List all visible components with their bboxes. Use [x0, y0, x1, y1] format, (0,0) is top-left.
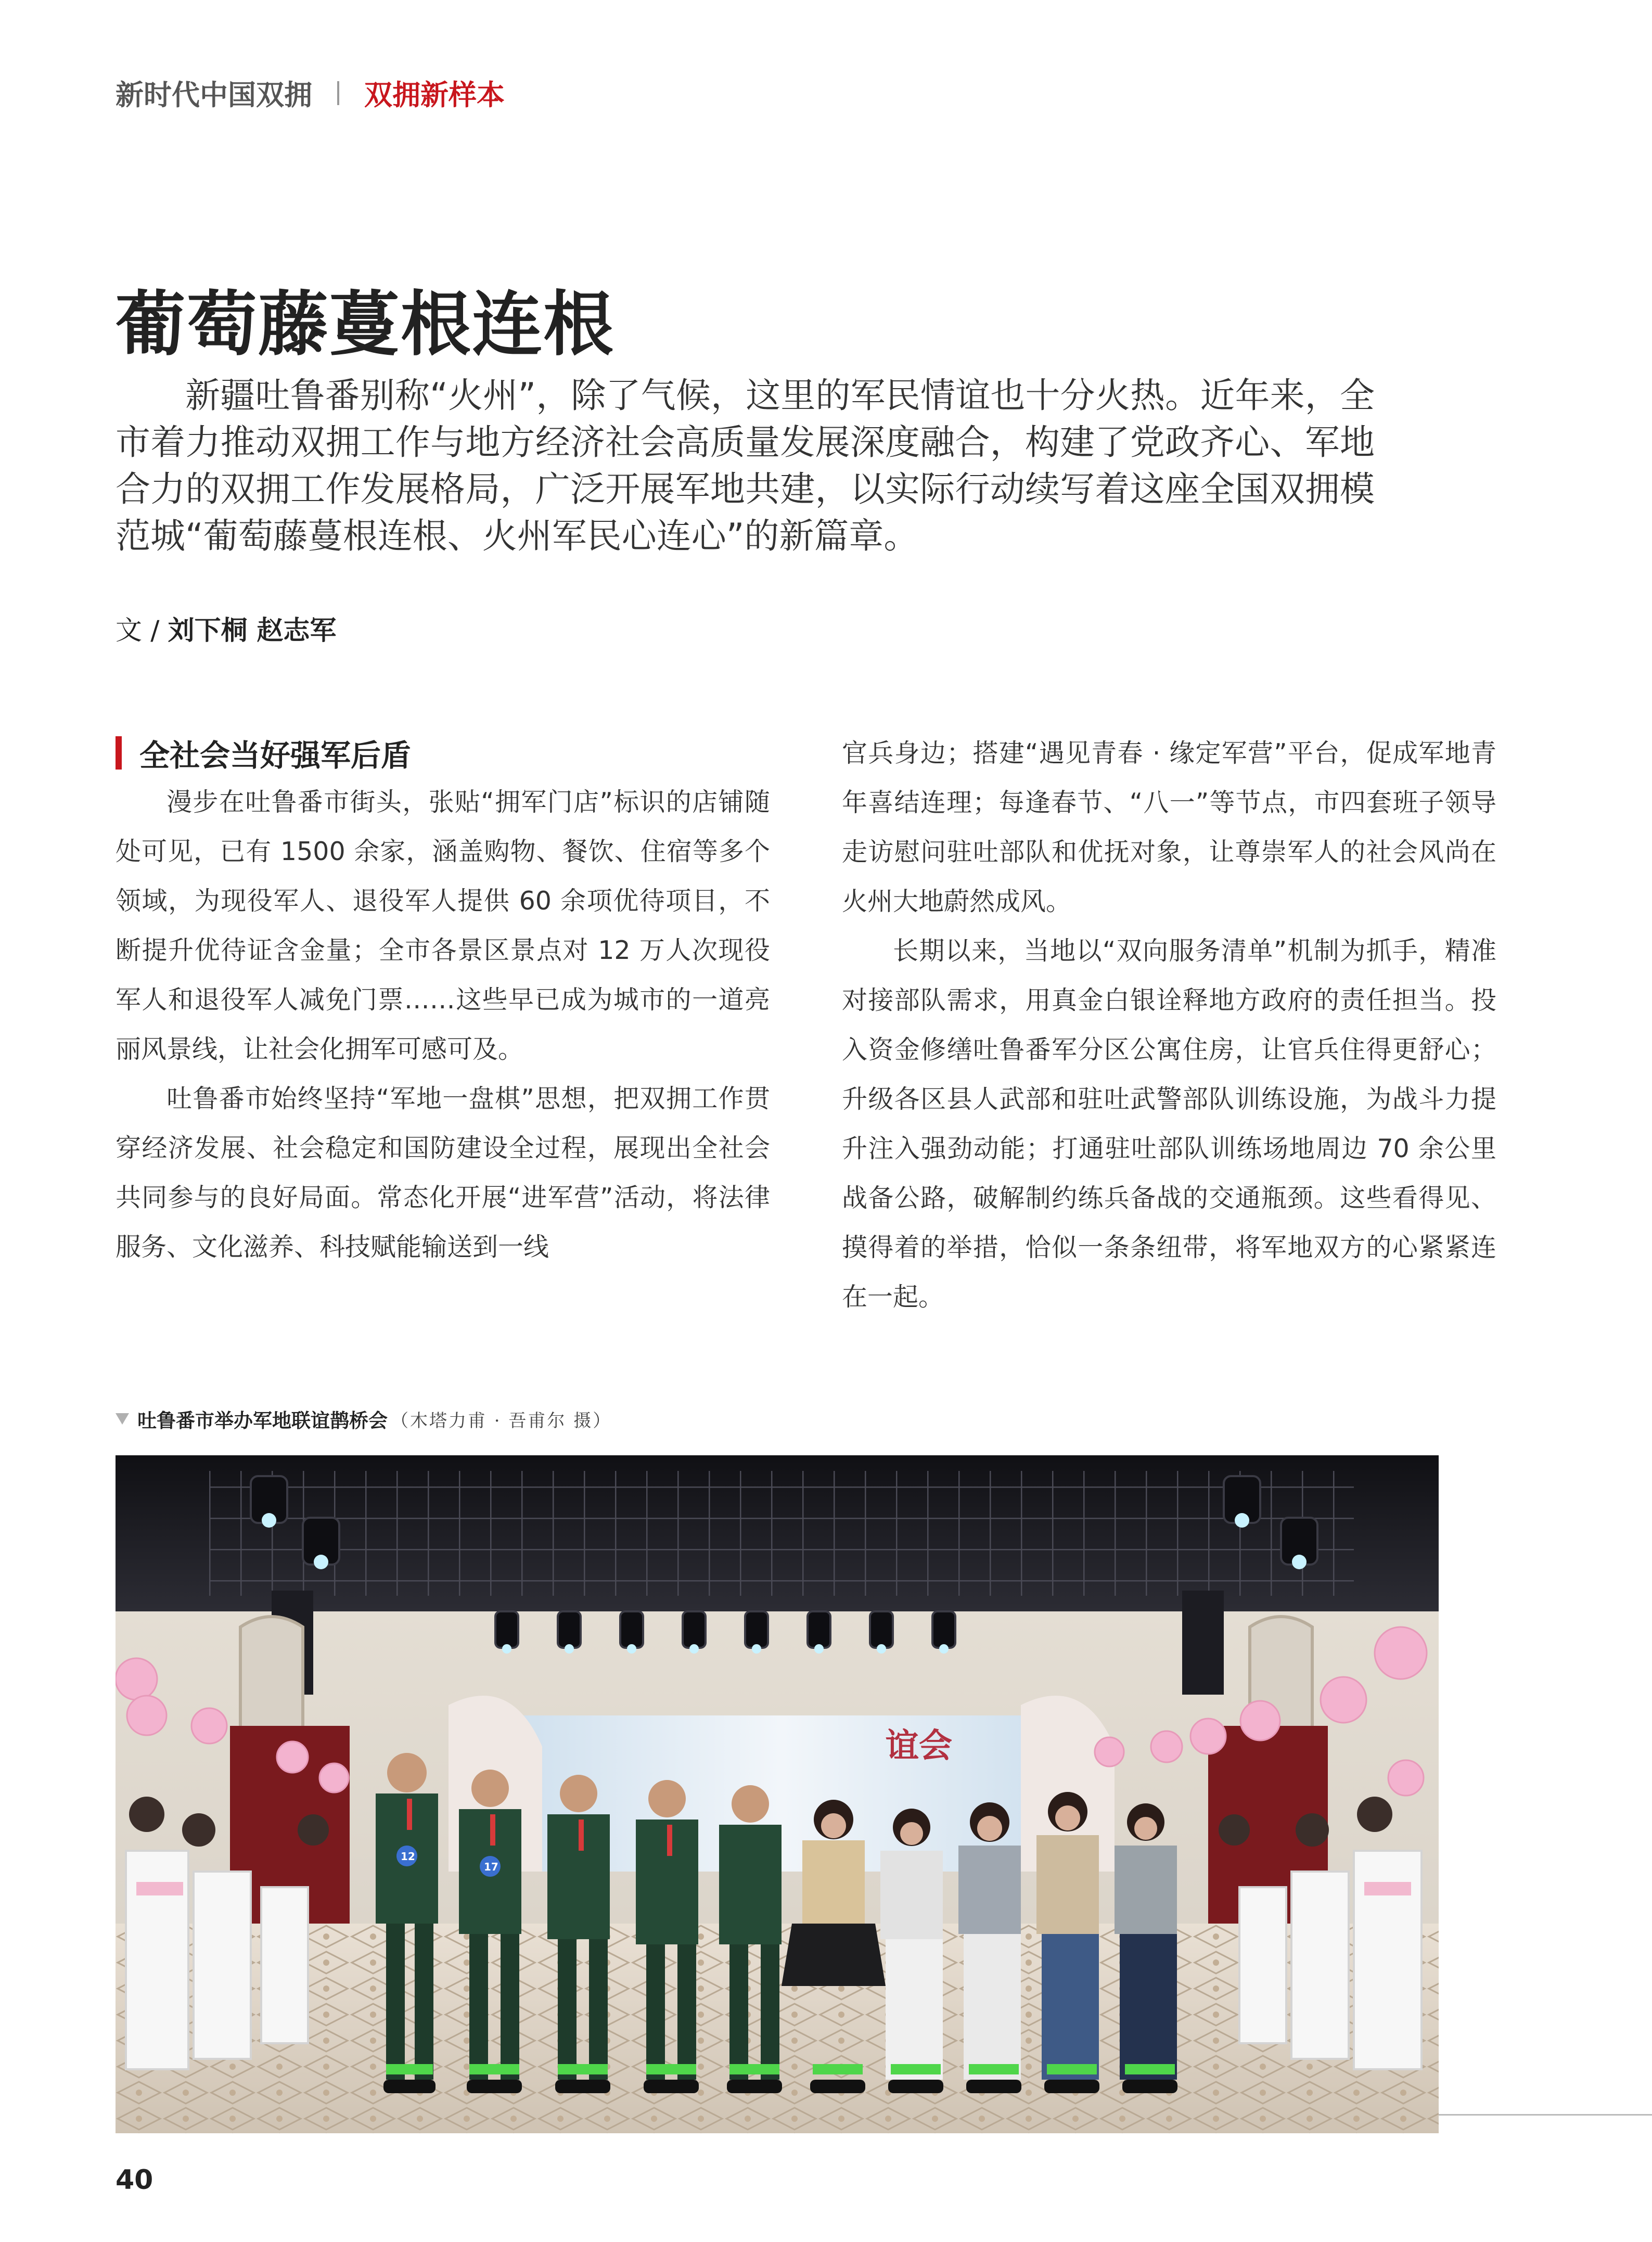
- left-body: [116, 777, 770, 1272]
- event-photo: [116, 1455, 1439, 2133]
- article-title: 葡萄藤蔓根连根: [116, 283, 614, 365]
- paragraph: 漫步在吐鲁番市街头，张贴“拥军门店”标识的店铺随处可见，已有 1500 余家，涵盖购物、餐饮、住宿等多个领域，为现役军人、退役军人提供 60 余项优待项目，不断提升优待证含金量；全市各景区景点对 12 万人次现役军人和退役军人减免门票……这些早已成为城市的一道亮丽风景线，让社会化拥军可感可及。: [116, 787, 770, 1064]
- left-column: [116, 728, 770, 1272]
- photo-caption: [116, 1405, 612, 1433]
- caption-text: 吐鲁番市举办军地联谊鹊桥会: [137, 1410, 388, 1432]
- paragraph: 吐鲁番市始终坚持“军地一盘棋”思想，把双拥工作贯穿经济发展、社会稳定和国防建设全过程，展现出全社会共同参与的良好局面。常态化开展“进军营”活动，将法律服务、文化滋养、科技赋能输送到一线: [116, 1084, 770, 1262]
- paragraph: 官兵身边；搭建“遇见青春 · 缘定军营”平台，促成军地青年喜结连理；每逢春节、“八一”等节点，市四套班子领导走访慰问驻吐部队和优抚对象，让尊崇军人的社会风尚在火州大地蔚然成风。: [842, 738, 1496, 916]
- event-photo-illustration: [116, 1455, 1439, 2133]
- lead-paragraph: 新疆吐鲁番别称“火州”，除了气候，这里的军民情谊也十分火热。近年来，全市着力推动双拥工作与地方经济社会高质量发展深度融合，构建了党政齐心、军地合力的双拥工作发展格局，广泛开展军地共建，以实际行动续写着这座全国双拥模范城“葡萄藤蔓根连根、火州军民心连心”的新篇章。: [116, 375, 1375, 556]
- subhead-text: 全社会当好强军后盾: [139, 738, 412, 773]
- caption-triangle-icon: [116, 1413, 129, 1425]
- byline-authors: 刘下桐 赵志军: [168, 616, 337, 646]
- section-name: 新时代中国双拥: [116, 79, 312, 111]
- number-badge: 17: [484, 1861, 498, 1873]
- right-body: [842, 728, 1496, 1322]
- right-column: [842, 728, 1496, 1322]
- running-header: [116, 73, 505, 113]
- section-subhead: [116, 728, 770, 777]
- page-number: 40: [116, 2164, 153, 2196]
- banner-text: 谊会: [886, 1726, 952, 1765]
- number-badge: 12: [401, 1850, 415, 1863]
- byline: [116, 609, 336, 647]
- photo-credit: （木塔力甫 · 吾甫尔 摄）: [391, 1410, 612, 1431]
- header-divider: [337, 81, 339, 105]
- byline-prefix: 文 /: [116, 616, 168, 646]
- page-rule: [1439, 2114, 1652, 2116]
- paragraph: 长期以来，当地以“双向服务清单”机制为抓手，精准对接部队需求，用真金白银诠释地方政府的责任担当。投入资金修缮吐鲁番军分区公寓住房，让官兵住得更舒心；升级各区县人武部和驻吐武警部队训练设施，为战斗力提升注入强劲动能；打通驻吐部队训练场地周边 70 余公里战备公路，破解制约练兵备战的交通瓶颈。这些看得见、摸得着的举措，恰似一条条纽带，将军地双方的心紧紧连在一起。: [842, 936, 1496, 1312]
- column-name: 双拥新样本: [364, 79, 505, 111]
- subhead-marker: [116, 736, 122, 770]
